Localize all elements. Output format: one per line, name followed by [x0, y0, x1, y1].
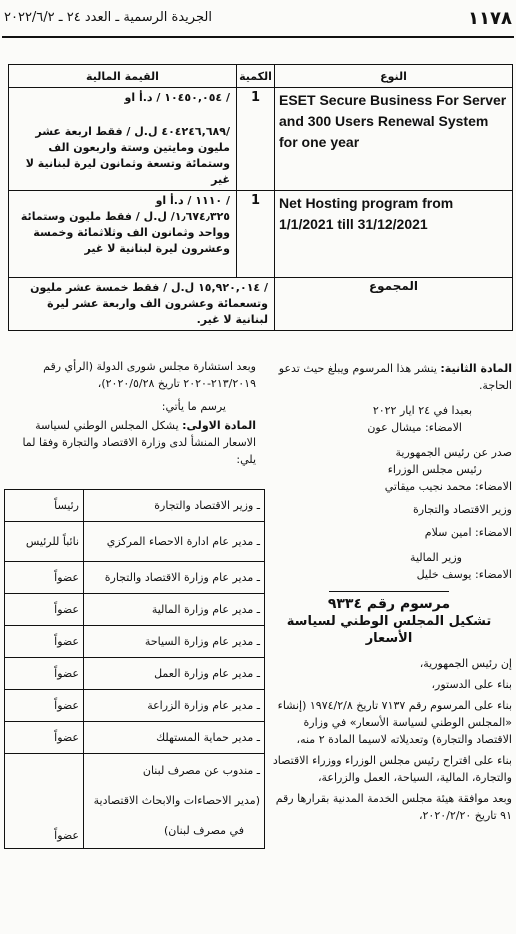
table-row — [5, 754, 265, 849]
decrees-clause: يرسم ما يأتي: — [161, 400, 226, 413]
preamble-2: بناء على الدستور، — [431, 678, 512, 691]
date-line: بعبدا في ٢٤ ايار ٢٠٢٢ — [372, 404, 472, 417]
member-status: عضواً — [5, 594, 84, 626]
member-role: ـ مدير عام ادارة الاحصاء المركزي — [84, 522, 265, 562]
article-2-text: ينشر هذا المرسوم ويبلغ حيث تدعو الحاجة. — [278, 362, 512, 392]
table-row — [5, 522, 265, 562]
total-label: المجموع — [275, 278, 513, 331]
table-row — [5, 490, 265, 522]
product-type-cell: ESET Secure Business For Server and 300 Users Renewal System for one year — [275, 88, 513, 191]
article-1 — [4, 417, 256, 468]
member-role: ـ مدير عام وزارة السياحة — [84, 626, 265, 658]
member-role: ـ مدير عام وزارة الاقتصاد والتجارة — [84, 562, 265, 594]
decree-number: مرسوم رقم ٩٣٣٤ — [327, 596, 451, 612]
signature-pm: الامضاء: محمد نجيب ميقاتي — [384, 480, 512, 493]
header-type: النوع — [275, 65, 513, 88]
table-row — [5, 594, 265, 626]
left-column — [4, 358, 256, 468]
table-row — [9, 191, 513, 278]
signature-economy-minister: الامضاء: امين سلام — [424, 526, 512, 539]
value-lbp: ١٫٦٧٤٫٣٢٥/ ل.ل / فقط مليون وستمائة وواحد وثمانون الف وثلاثمائة وخمسة وعشرون ليرة لبنانية لا غير — [20, 210, 230, 255]
preamble-4: بناء على اقتراح رئيس مجلس الوزراء ووزراء الاقتصاد والتجارة، المالية، السياحة، العمل والزراعة، — [272, 754, 512, 784]
signature-president: الامضاء: ميشال عون — [367, 421, 462, 434]
gazette-issue-info: الجريدة الرسمية ـ العدد ٢٤ ـ ٢٠٢٢/٦/٢ — [4, 10, 212, 25]
right-column — [266, 360, 512, 824]
page-number: ١١٧٨ — [468, 8, 512, 29]
preamble-5: وبعد موافقة هيئة مجلس الخدمة المدنية بقرارها رقم ٩١ تاريخ ٢٠٢٠/٢/٢٠، — [275, 792, 512, 822]
member-status: عضواً — [5, 562, 84, 594]
value-cell — [9, 88, 237, 191]
section-divider — [329, 591, 449, 592]
decree-title: تشكيل المجلس الوطني لسياسة الأسعار — [286, 614, 492, 646]
total-value: / ١٥,٩٢٠,٠١٤ ل.ل / فقط خمسة عشر مليون وتسعمائة وعشرون الف واربعة عشر ليرة لبنانية لا غير. — [9, 278, 275, 331]
table-row — [5, 722, 265, 754]
header-quantity: الكمية — [237, 65, 275, 88]
preamble-3: بناء على المرسوم رقم ٧١٣٧ تاريخ ١٩٧٤/٢/٨ (إنشاء «المجلس الوطني لسياسة الأسعار» في وزارة الاقتصاد والتجارة) وتعديلاته لاسيما المادة ٢ منه، — [277, 699, 512, 746]
member-status: عضواً — [5, 658, 84, 690]
issued-by: صدر عن رئيس الجمهورية — [395, 446, 512, 459]
quantity-cell: 1 — [237, 88, 275, 191]
article-2 — [266, 360, 512, 394]
header-value: القيمة المالية — [9, 65, 237, 88]
value-cell — [9, 191, 237, 278]
value-usd: / ١٠٤٥٠,٠٥٤ / د.أ او — [124, 91, 230, 104]
table-row — [9, 88, 513, 191]
member-role: ـ مدير حماية المستهلك — [84, 722, 265, 754]
value-usd: / ١١١٠ / د.أ او — [155, 194, 230, 207]
member-role-line: في مصرف لبنان) — [163, 824, 244, 837]
member-status: رئيساً — [5, 490, 84, 522]
page-header — [0, 0, 516, 40]
product-type-cell: Net Hosting program from 1/1/2021 till 31/12/2021 — [275, 191, 513, 278]
member-role: ـ وزير الاقتصاد والتجارة — [84, 490, 265, 522]
products-table — [8, 64, 513, 331]
economy-minister-title: وزير الاقتصاد والتجارة — [412, 503, 512, 516]
table-row — [5, 690, 265, 722]
member-status: عضواً — [5, 626, 84, 658]
total-row — [9, 278, 513, 331]
member-role: ـ مدير عام وزارة الزراعة — [84, 690, 265, 722]
council-members-table — [4, 489, 265, 849]
member-role: ـ مدير عام وزارة العمل — [84, 658, 265, 690]
table-row — [5, 626, 265, 658]
member-role-line: (مدير الاحصاءات والابحاث الاقتصادية — [93, 794, 260, 807]
article-1-text: يشكل المجلس الوطني لسياسة الاسعار المنشأ لدى وزارة الاقتصاد والتجارة وفقا لما يلي: — [22, 419, 256, 466]
member-status: عضواً — [5, 722, 84, 754]
quantity-cell: 1 — [237, 191, 275, 278]
products-table-header — [9, 65, 513, 88]
table-row — [5, 562, 265, 594]
member-role-line: ـ مندوب عن مصرف لبنان — [142, 764, 260, 777]
pm-title: رئيس مجلس الوزراء — [387, 463, 482, 476]
article-1-title: المادة الاولى: — [182, 419, 256, 432]
table-row — [5, 658, 265, 690]
preamble-1: إن رئيس الجمهورية، — [419, 657, 512, 670]
member-status: عضواً — [5, 690, 84, 722]
finance-minister-title: وزير المالية — [410, 551, 462, 564]
member-role: ـ مدير عام وزارة المالية — [84, 594, 265, 626]
value-lbp: /٤٠٤٢٤٦,٦٨٩ ل.ل / فقط اربعة عشر مليون ومايتين وستة واربعون الف وستمائة وتسعة وثمانون ليرة لبنانية لا غير — [25, 125, 230, 186]
article-2-title: المادة الثانية: — [440, 362, 512, 375]
member-status: عضواً — [5, 754, 84, 849]
member-role — [84, 754, 265, 849]
header-rule — [2, 36, 514, 38]
consultation-paragraph: وبعد استشارة مجلس شورى الدولة (الرأي رقم ٢١٣/٢٠١٩-٢٠٢٠ تاريخ ٢٠٢٠/٥/٢٨)، — [43, 360, 256, 390]
member-status: نائباً للرئيس — [5, 522, 84, 562]
signature-finance-minister: الامضاء: يوسف خليل — [416, 568, 512, 581]
